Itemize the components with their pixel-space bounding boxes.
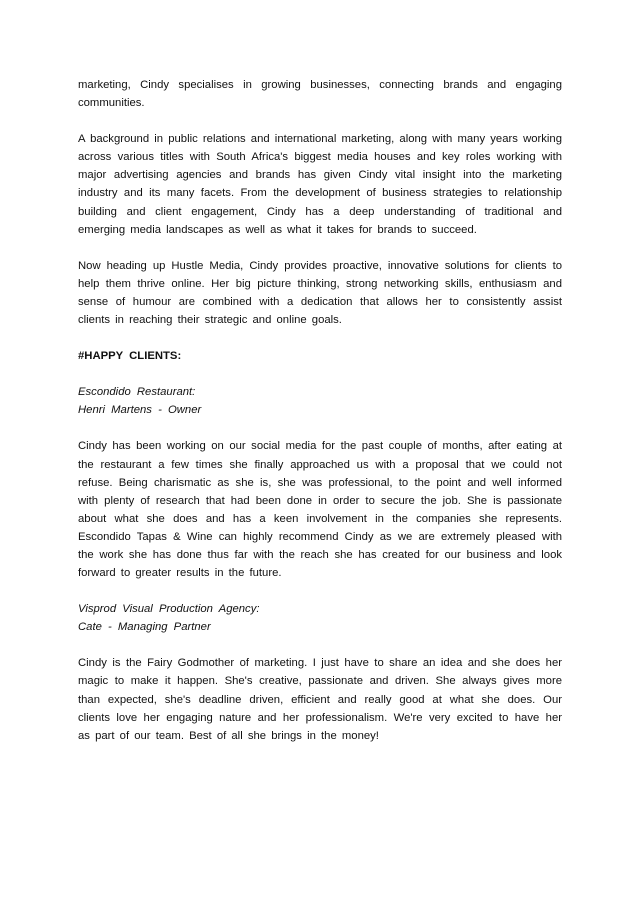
- background-paragraph: A background in public relations and international marketing, along with many years working across various titles with South Africa's biggest media houses and key roles working with major advertising agencies and brands has given Cindy vital insight into the marketing industry and its many facets. From the development of business strategies to relationship building and client engagement, Cindy has a deep understanding of traditional and emerging media landscapes as well as what it takes for brands to succeed.: [78, 133, 562, 236]
- testimonial-person: Cate - Managing Partner: [78, 621, 211, 634]
- testimonial-header-visprod: [78, 600, 562, 636]
- document-page: [78, 76, 562, 763]
- testimonial-company: Escondido Restaurant:: [78, 386, 196, 399]
- testimonial-company: Visprod Visual Production Agency:: [78, 603, 260, 616]
- testimonial-quote: Cindy has been working on our social media for the past couple of months, after eating at the restaurant a few times she finally approached us with a proposal that we could not refuse. Being charismatic as she is, she was professional, to the point and well informed with plenty of research that had been done in order to secure the job. She is passionate about what she does and has a keen involvement in the companies she represents. Escondido Tapas & Wine can highly recommend Cindy as we are extremely pleased with the work she has done thus far with the reach she has created for our business and look forward to greater results in the future.: [78, 440, 562, 580]
- testimonial-header-escondido: [78, 383, 562, 419]
- hustle-media-paragraph: Now heading up Hustle Media, Cindy provides proactive, innovative solutions for clients to help them thrive online. Her big picture thinking, strong networking skills, enthusiasm and sense of humour are combined with a dedication that allows her to consistently assist clients in reaching their strategic and online goals.: [78, 259, 562, 327]
- testimonial-quote: Cindy is the Fairy Godmother of marketing. I just have to share an idea and she does her magic to make it happen. She's creative, passionate and driven. She always gives more than expected, she's deadline driven, efficient and really good at what she does. Our clients love her engaging nature and her professionalism. We're very excited to have her as part of our team. Best of all she brings in the money!: [78, 657, 562, 742]
- testimonial-person: Henri Martens - Owner: [78, 404, 202, 417]
- happy-clients-heading: #HAPPY CLIENTS:: [78, 350, 182, 363]
- intro-continuation-paragraph: marketing, Cindy specialises in growing businesses, connecting brands and engaging communities.: [78, 79, 562, 110]
